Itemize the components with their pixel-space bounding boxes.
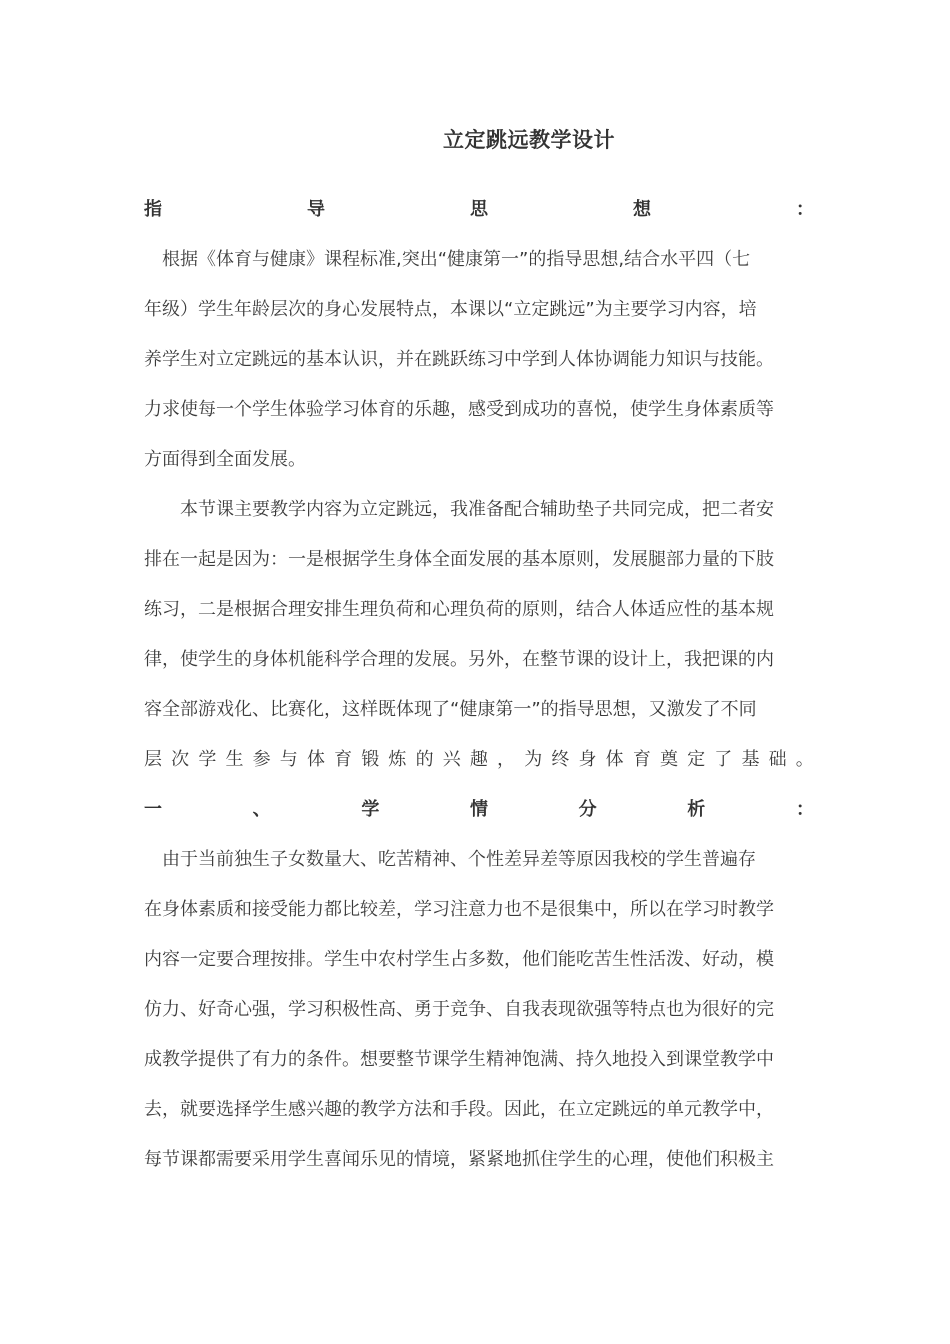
- paragraph-line: 由于当前独生子女数量大、吃苦精神、个性差异差等原因我校的学生普遍存: [144, 849, 756, 870]
- spread-character: 炼: [388, 749, 407, 770]
- spread-character: 次: [171, 749, 190, 770]
- spread-character: 育: [632, 749, 651, 770]
- paragraph-line: 养学生对立定跳远的基本认识，并在跳跃练习中学到人体协调能力知识与技能。: [144, 349, 774, 370]
- spread-character: 想: [633, 199, 651, 220]
- spread-character: 定: [687, 749, 706, 770]
- paragraph-line: 力求使每一个学生体验学习体育的乐趣，感受到成功的喜悦，使学生身体素质等: [144, 399, 774, 420]
- paragraph-last-line: [144, 742, 814, 792]
- paragraph-line: 去，就要选择学生感兴趣的教学方法和手段。因此，在立定跳远的单元教学中，: [144, 1099, 774, 1120]
- spread-character: 参: [252, 749, 271, 770]
- spread-character: 锻: [361, 749, 380, 770]
- spread-character: ：: [795, 799, 814, 820]
- spread-character: 体: [605, 749, 624, 770]
- spread-character: 、: [252, 799, 271, 820]
- paragraph-line: 本节课主要教学内容为立定跳远，我准备配合辅助垫子共同完成，把二者安: [144, 499, 774, 520]
- paragraph-lesson-content: [144, 492, 814, 792]
- paragraph-guiding-ideology: [144, 242, 814, 492]
- spread-character: ：: [796, 199, 814, 220]
- paragraph-line: 律，使学生的身体机能科学合理的发展。另外，在整节课的设计上，我把课的内: [144, 649, 774, 670]
- document-title: 立定跳远教学设计: [443, 128, 615, 152]
- spread-character: 析: [687, 799, 706, 820]
- spread-character: 终: [551, 749, 570, 770]
- spread-character: 兴: [442, 749, 461, 770]
- spread-character: 思: [470, 199, 488, 220]
- spread-character: 指: [144, 199, 162, 220]
- spread-character: 导: [307, 199, 325, 220]
- spread-character: 一: [144, 799, 162, 820]
- spread-character: 生: [225, 749, 244, 770]
- spread-character: 。: [795, 749, 814, 770]
- spread-character: 身: [578, 749, 597, 770]
- paragraph-line: 在身体素质和接受能力都比较差，学习注意力也不是很集中，所以在学习时教学: [144, 899, 774, 920]
- spread-character: 与: [279, 749, 298, 770]
- spread-character: 为: [524, 749, 543, 770]
- paragraph-line: 容全部游戏化、比赛化，这样既体现了“健康第一”的指导思想，又激发了不同: [144, 699, 757, 720]
- spread-character: 的: [415, 749, 434, 770]
- section-heading-guiding-ideology: [144, 192, 814, 242]
- paragraph-line: 排在一起是因为：一是根据学生身体全面发展的基本原则，发展腿部力量的下肢: [144, 549, 774, 570]
- spread-character: 情: [469, 799, 488, 820]
- spread-character: 趣: [469, 749, 488, 770]
- spread-character: 础: [768, 749, 787, 770]
- spread-character: 体: [306, 749, 325, 770]
- paragraph-line: 仿力、好奇心强，学习积极性高、勇于竞争、自我表现欲强等特点也为很好的完: [144, 999, 774, 1020]
- spread-character: 分: [578, 799, 597, 820]
- spread-character: 了: [714, 749, 733, 770]
- spread-character: 育: [334, 749, 353, 770]
- document-body: [144, 192, 814, 1192]
- paragraph-line: 内容一定要合理按排。学生中农村学生占多数，他们能吃苦生性活泼、好动，模: [144, 949, 774, 970]
- paragraph-line: 练习，二是根据合理安排生理负荷和心理负荷的原则，结合人体适应性的基本规: [144, 599, 774, 620]
- spread-character: ，: [497, 749, 516, 770]
- spread-character: 基: [741, 749, 760, 770]
- spread-character: 学: [198, 749, 217, 770]
- spread-character: 奠: [659, 749, 678, 770]
- paragraph-line: 成教学提供了有力的条件。想要整节课学生精神饱满、持久地投入到课堂教学中: [144, 1049, 774, 1070]
- section-heading-student-analysis: [144, 792, 814, 842]
- paragraph-student-analysis: [144, 842, 814, 1192]
- paragraph-line: 根据《体育与健康》课程标准,突出“健康第一”的指导思想,结合水平四（七: [144, 249, 751, 270]
- spread-character: 层: [144, 749, 162, 770]
- paragraph-line: 年级）学生年龄层次的身心发展特点，本课以“立定跳远”为主要学习内容，培: [144, 299, 757, 320]
- paragraph-line: 方面得到全面发展。: [144, 449, 306, 470]
- paragraph-line: 每节课都需要采用学生喜闻乐见的情境，紧紧地抓住学生的心理，使他们积极主: [144, 1149, 774, 1170]
- spread-character: 学: [361, 799, 380, 820]
